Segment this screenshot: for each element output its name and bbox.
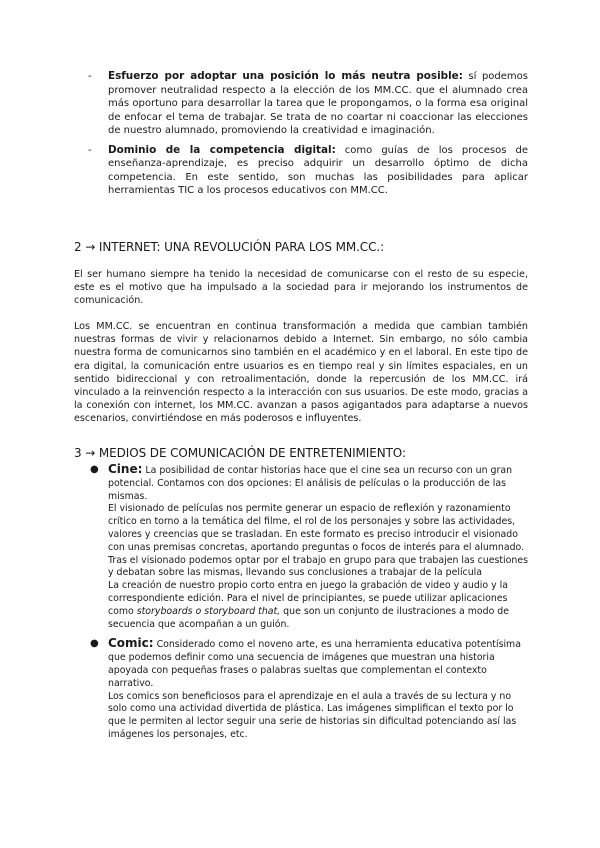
list-item-text: sí podemos promover neutralidad respecto a la elección de los MM.CC. que el alumnado crea más oportuno para desarrollar la tarea que le propongamos, o la forma esa original de enfocar el tema de trabajar. Se trata de no coartar ni coaccionar las elecciones de nuestro alumnado, promoviendo la creatividad e imaginación.: [108, 71, 528, 136]
list-item: [88, 70, 528, 138]
item-title: Cine:: [108, 462, 143, 476]
item-paragraph: Los comics son beneficiosos para el aprendizaje en el aula a través de su lectura y no solo como una actividad divertida de plástica. Las imágenes simplifican el texto por lo que le permiten al lector seguir una serie de historias sin dificultad potenciando así las imágenes los personajes, etc.: [108, 690, 517, 740]
bullet-icon: ●: [90, 638, 99, 650]
item-title: Comic:: [108, 636, 154, 651]
section-2-paragraph-1: El ser humano siempre ha tenido la necesidad de comunicarse con el resto de su especie, este es el motivo que ha impulsado a la sociedad para ir mejorando los instrumentos de comunicación.: [74, 269, 528, 307]
item-text: que son un conjunto de ilustraciones a modo de secuencia que acompañan a un guión.: [108, 605, 509, 630]
media-list: [90, 463, 530, 748]
item-paragraph: El visionado de películas nos permite generar un espacio de reflexión y razonamiento crítico en torno a la temática del filme, el rol de los personajes y sobre las actividades, valores y creencias que se trasladan. En este formato es preciso introducir el visionado con unas premisas concretas, aportando preguntas o focos de interés para el alumnado. Tras el visionado podemos optar por el trabajo en grupo para que trabajen las cuestiones y debatan sobre las mismas, llevando sus conclusiones a trabajar de la película: [108, 503, 528, 579]
section-3-heading: 3 → MEDIOS DE COMUNICACIÓN DE ENTRETENIMIENTO:: [74, 446, 406, 460]
section-2-heading: 2 → INTERNET: UNA REVOLUCIÓN PARA LOS MM.CC.:: [74, 240, 385, 254]
list-item: [88, 144, 528, 198]
item-lead: Considerado como el noveno arte, es una herramienta educativa potentísima que podemos definir como una secuencia de imágenes que muestran una historia apoyada con pequeñas frases o palabras sueltas que complementan el contexto narrativo.: [108, 639, 521, 689]
item-paragraph: [108, 580, 530, 631]
item-lead: La posibilidad de contar historias hace que el cine sea un recurso con un gran potencial. Contamos con dos opciones: El análisis de películas o la producción de las mismas.: [108, 465, 513, 502]
dash-marker: -: [88, 144, 92, 156]
intro-list: [88, 70, 528, 204]
dash-marker: -: [88, 71, 92, 82]
list-item-text: como guías de los procesos de enseñanza-aprendizaje, es preciso adquirir un desarrollo óptimo de dicha competencia. En este sentido, son muchas las posibilidades para aplicar herramientas TIC a los procesos educativos con MM.CC.: [108, 144, 528, 196]
bullet-icon: ●: [90, 464, 99, 475]
list-item-comic: [90, 637, 530, 741]
item-italic-text: storyboards o storyboard that,: [136, 605, 281, 617]
item-text: La creación de nuestro propio corto entra en juego la grabación de video y audio y la correspondiente edición. Para el nivel de principiantes, se puede utilizar aplicaciones como: [108, 580, 508, 617]
section-2-paragraph-2: Los MM.CC. se encuentran en continua transformación a medida que cambian también nuestras formas de vivir y relacionarnos debido a Internet. Sin embargo, no sólo cambia nuestra forma de comunicarnos sino también en el académico y en el laboral. En este tipo de era digital, la comunicación entre usuarios es en tiempo real y sin límites espaciales, en un sentido bidireccional y con retroalimentación, donde la repercusión de los MM.CC. irá vinculado a la reinvención respecto a la interacción con sus usuarios. De este modo, gracias a la conexión con internet, los MM.CC. avanzan a pasos agigantados para adaptarse a nuevos escenarios, convirtiéndose en más poderosos e influyentes.: [74, 321, 528, 425]
list-item-title: Dominio de la competencia digital:: [108, 143, 336, 156]
list-item-cine: [90, 463, 530, 631]
list-item-title: Esfuerzo por adoptar una posición lo más neutra posible:: [108, 70, 463, 82]
